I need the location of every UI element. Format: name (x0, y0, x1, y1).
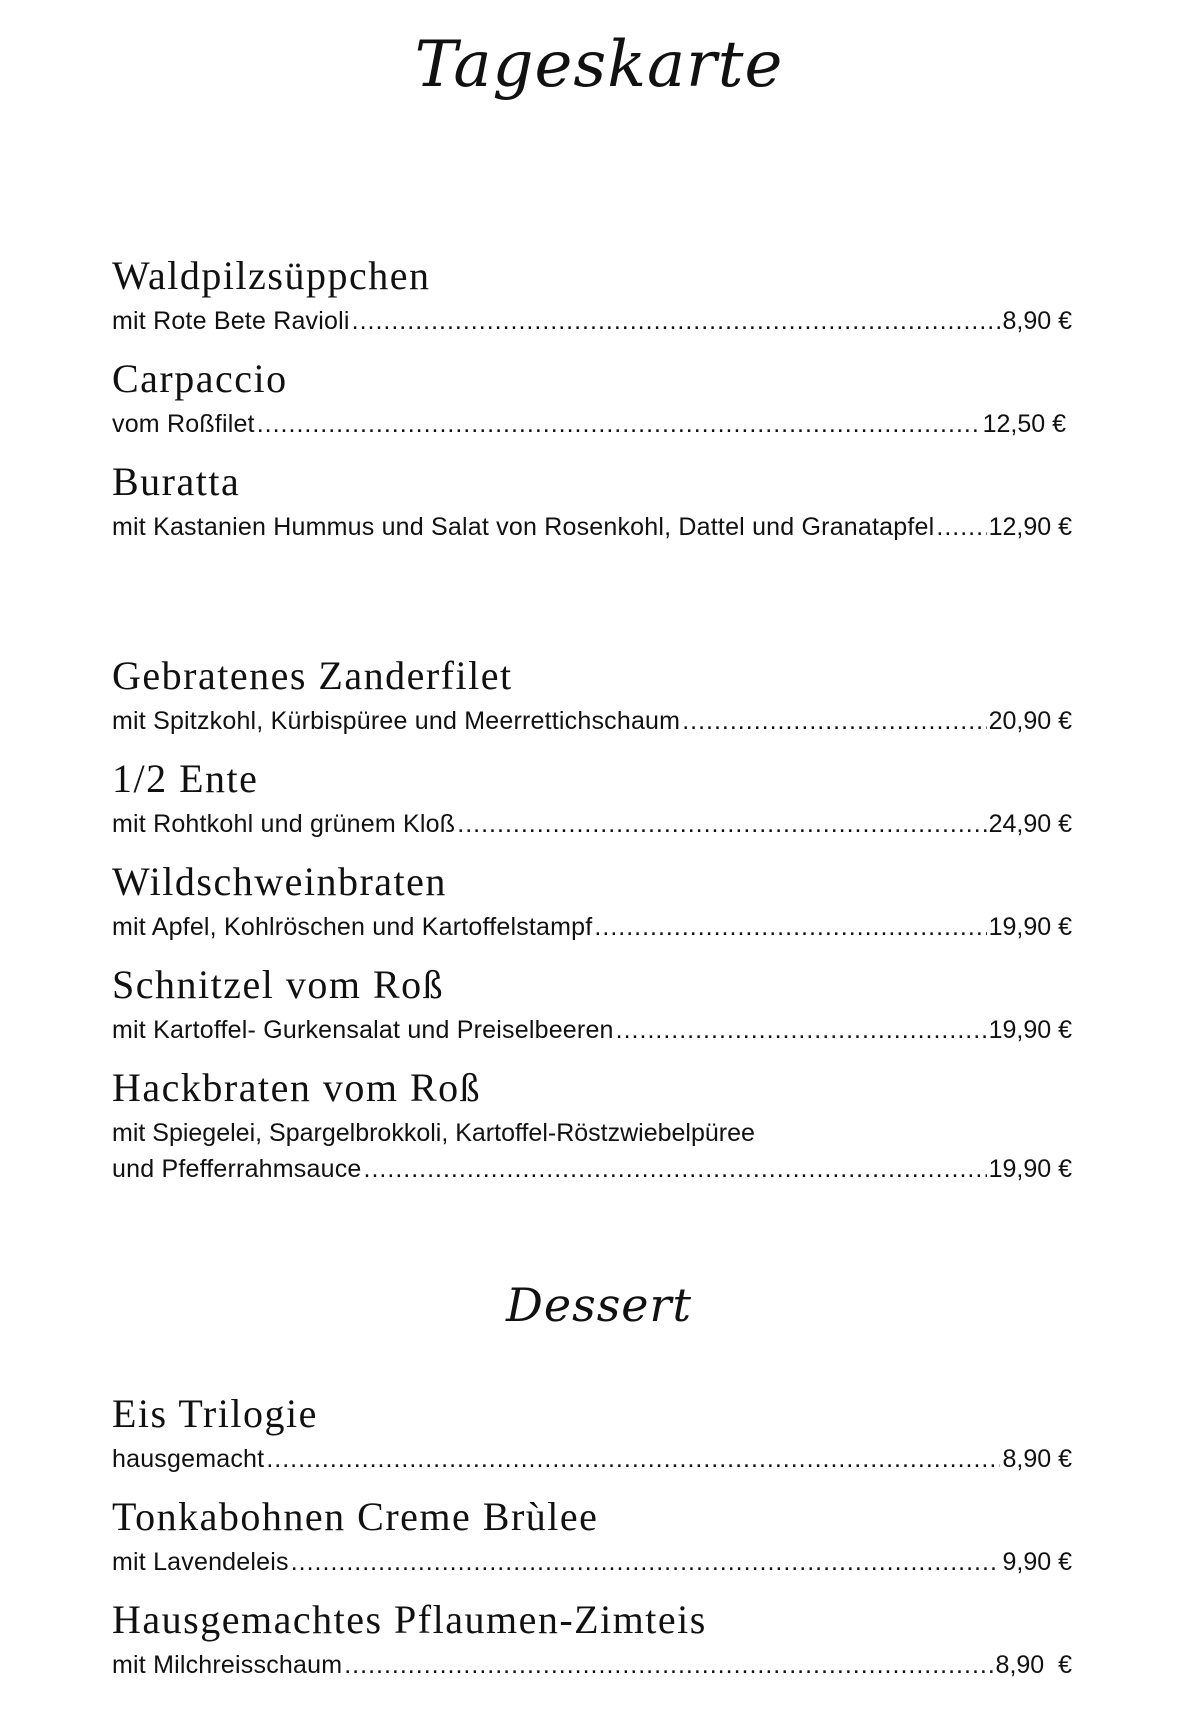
dish-price: 19,90 € (988, 1155, 1072, 1183)
dish-price: 8,90 € (995, 1651, 1072, 1679)
dish-description: mit Rote Bete Ravioli (112, 307, 350, 335)
dish-description: mit Rohtkohl und grünem Kloß (112, 810, 456, 838)
dot-leader (594, 910, 986, 944)
dot-leader (266, 1442, 1000, 1476)
dish-line (112, 1442, 1072, 1476)
dish-line (112, 910, 1072, 944)
dish-description: mit Lavendeleis (112, 1548, 289, 1576)
dot-leader (457, 807, 986, 841)
dish-line (112, 704, 1072, 738)
dish-price: 20,90 € (988, 707, 1072, 735)
dish-price: 8,90 € (1002, 307, 1072, 335)
dish-description: mit Apfel, Kohlröschen und Kartoffelstampf (112, 913, 593, 941)
dish-name: Gebratenes Zanderfilet (112, 653, 513, 698)
dot-leader (344, 1648, 993, 1682)
dish-line (112, 1545, 1072, 1579)
dish-line (112, 304, 1072, 338)
dish-name: 1/2 Ente (112, 756, 259, 801)
menu-item (112, 755, 1072, 841)
dot-leader (291, 1545, 1001, 1579)
dish-price: 8,90 € (1002, 1445, 1072, 1473)
dish-name: Schnitzel vom Roß (112, 962, 445, 1007)
dish-name: Wildschweinbraten (112, 859, 447, 904)
dish-line (112, 510, 1072, 544)
menu-item (112, 252, 1072, 338)
dish-line (112, 1152, 1072, 1186)
page-title: Tageskarte (414, 28, 784, 102)
dish-name: Eis Trilogie (112, 1391, 318, 1436)
dot-leader (616, 1013, 987, 1047)
dish-name: Waldpilzsüppchen (112, 253, 431, 298)
menu-item (112, 1064, 1072, 1186)
dish-description: mit Kartoffel- Gurkensalat und Preiselbeeren (112, 1016, 614, 1044)
dish-name: Hackbraten vom Roß (112, 1065, 482, 1110)
dish-price: 9,90 € (1002, 1548, 1072, 1576)
menu-item (112, 652, 1072, 738)
dish-name: Carpaccio (112, 356, 288, 401)
dish-description: hausgemacht (112, 1445, 265, 1473)
dish-price: 19,90 € (988, 913, 1072, 941)
menu-item (112, 858, 1072, 944)
dot-leader (257, 407, 981, 441)
dish-price: 12,90 € (988, 513, 1072, 541)
dish-price: 12,50 € (982, 410, 1066, 438)
menu-item (112, 1596, 1072, 1682)
dish-description: mit Spitzkohl, Kürbispüree und Meerrettichschaum (112, 707, 681, 735)
dish-price: 19,90 € (988, 1016, 1072, 1044)
dish-line (112, 807, 1072, 841)
menu-item (112, 1390, 1072, 1476)
dot-leader (682, 704, 986, 738)
dish-description: und Pfefferrahmsauce (112, 1155, 362, 1183)
dish-description: mit Milchreisschaum (112, 1651, 343, 1679)
dish-description: mit Kastanien Hummus und Salat von Rosenkohl, Dattel und Granatapfel (112, 513, 935, 541)
dot-leader (352, 304, 1001, 338)
menu-item (112, 355, 1072, 441)
dish-line (112, 407, 1066, 441)
dessert-heading: Dessert (505, 1278, 692, 1332)
menu-item (112, 458, 1072, 544)
dish-line (112, 1013, 1072, 1047)
dish-price: 24,90 € (988, 810, 1072, 838)
dish-name: Buratta (112, 459, 241, 504)
dot-leader (936, 510, 986, 544)
dish-description: vom Roßfilet (112, 410, 255, 438)
dot-leader (364, 1152, 987, 1186)
dish-line (112, 1648, 1072, 1682)
dish-name: Hausgemachtes Pflaumen-Zimteis (112, 1597, 707, 1642)
dish-name: Tonkabohnen Creme Brùlee (112, 1494, 599, 1539)
menu-item (112, 961, 1072, 1047)
dish-description-first-line: mit Spiegelei, Spargelbrokkoli, Kartoffel-Röstzwiebelpüree (112, 1119, 755, 1147)
menu-item (112, 1493, 1072, 1579)
